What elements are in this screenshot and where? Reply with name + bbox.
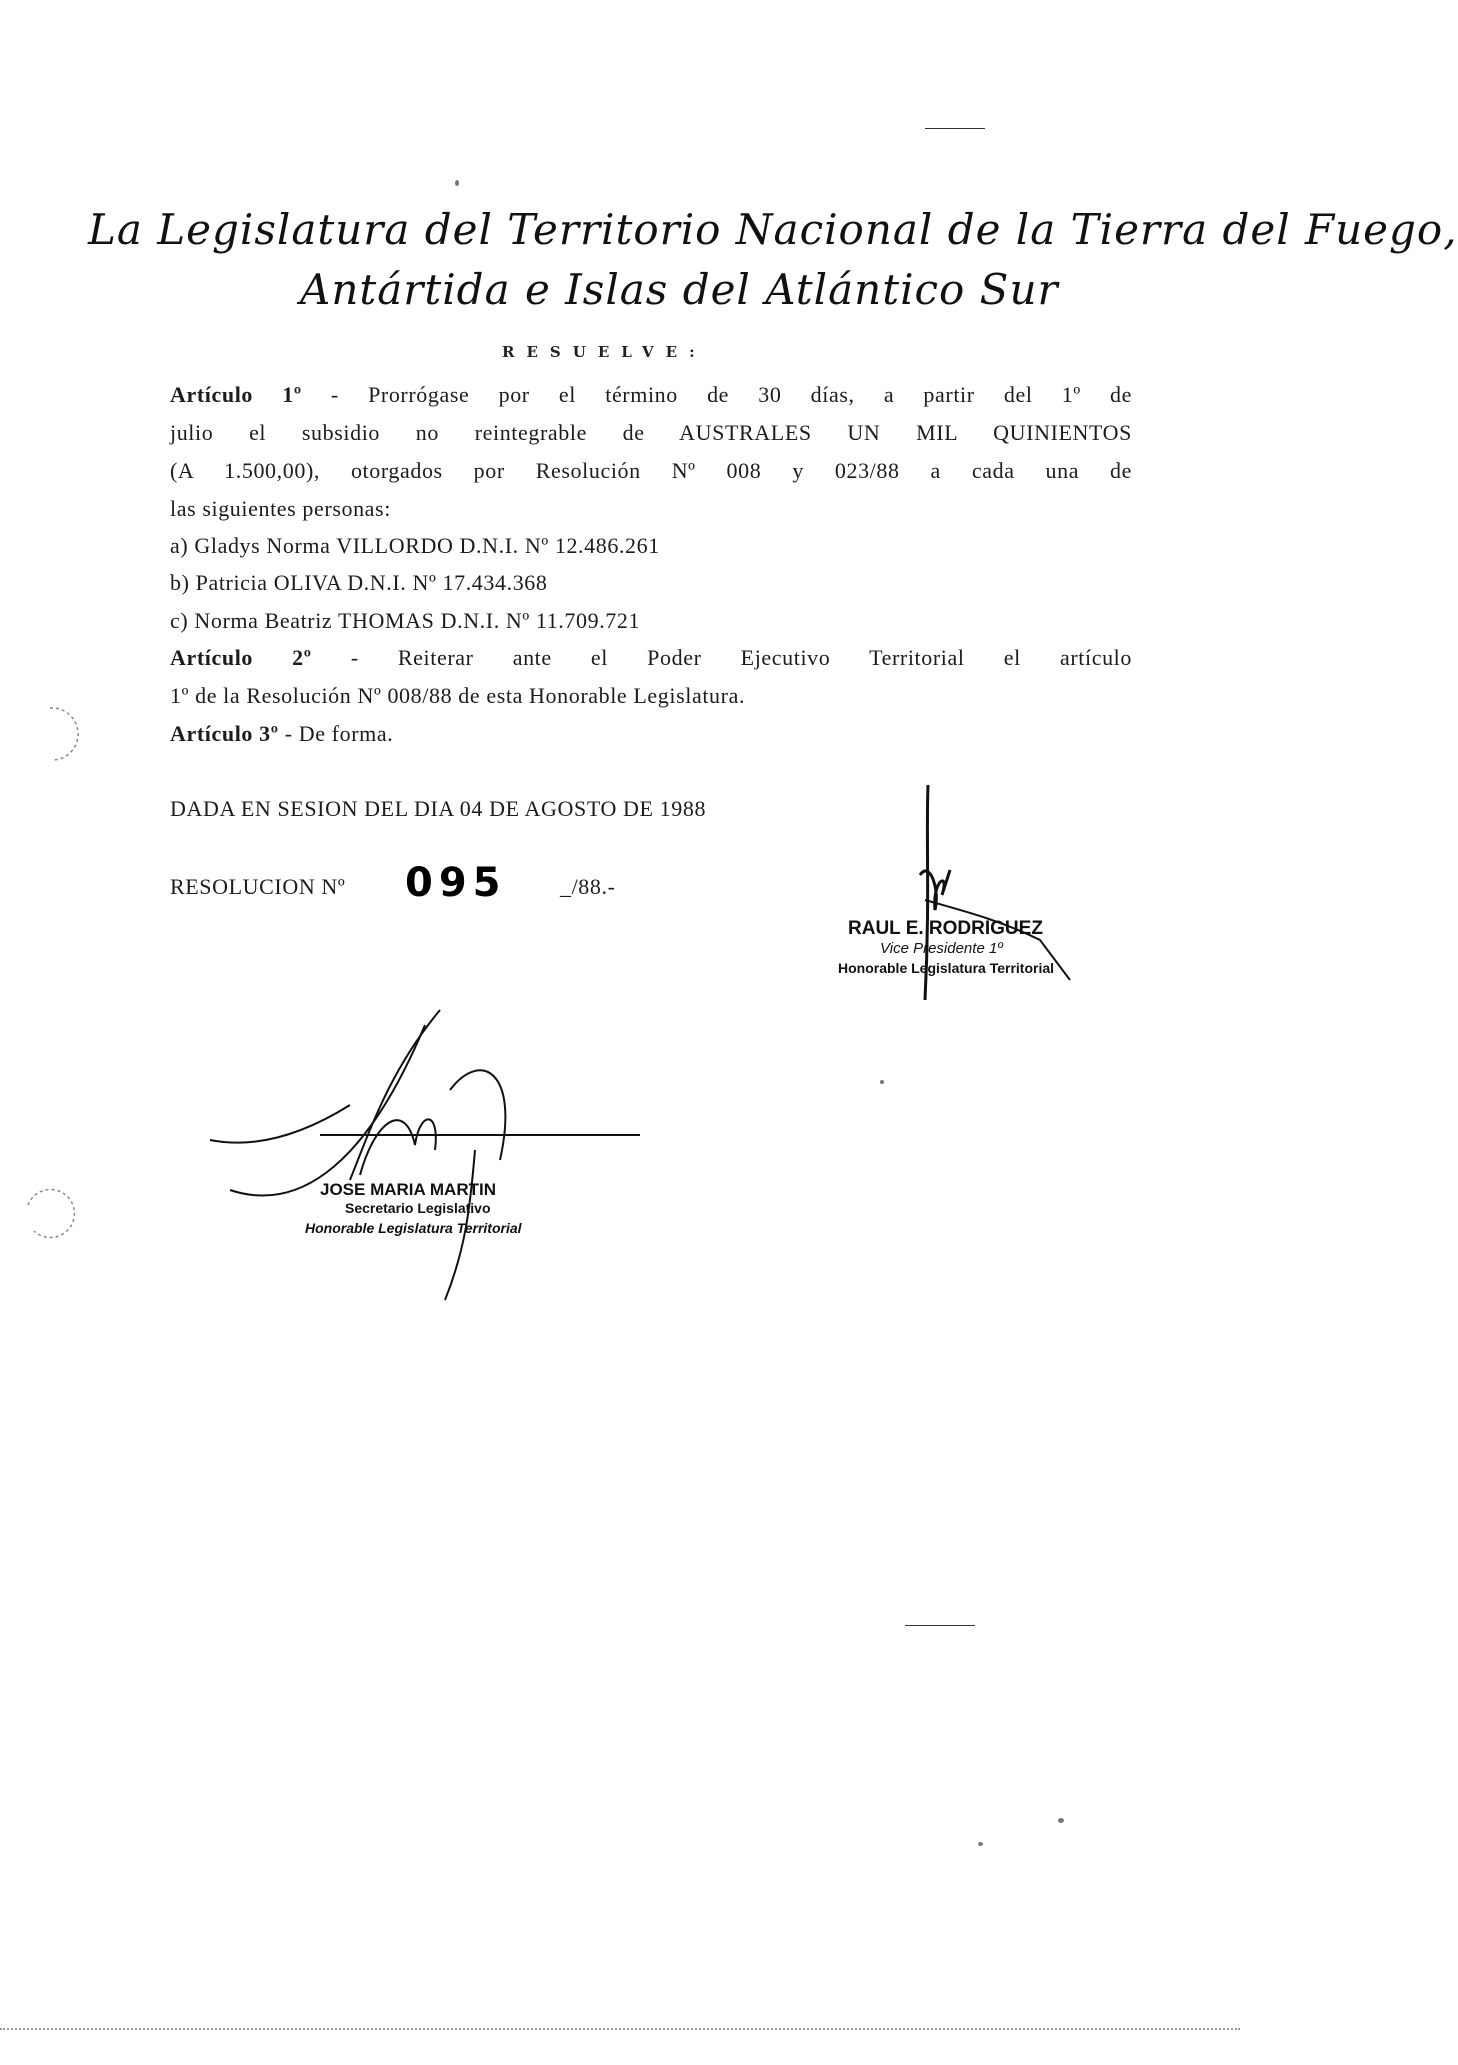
punch-hole-lower [20, 1185, 80, 1245]
signature-right-org: Honorable Legislatura Territorial [838, 960, 1055, 976]
list-item-person-c: c) Norma Beatriz THOMAS D.N.I. Nº 11.709.721 [170, 608, 641, 633]
session-date: DADA EN SESION DEL DIA 04 DE AGOSTO DE 1988 [170, 796, 707, 821]
signature-right-title: Vice Presidente 1º [880, 940, 1003, 957]
article-1-line-3: (A 1.500,00), otorgados por Resolución Nº 008 y 023/88 a cada una de [170, 458, 1132, 483]
resolution-suffix: _/88.- [560, 874, 616, 899]
article-1-label: Artículo 1º [170, 382, 302, 407]
scan-speck [455, 180, 459, 186]
article-1-line-4: las siguientes personas: [170, 496, 391, 521]
resuelve-heading: RESUELVE: [502, 343, 707, 361]
scan-rule [925, 128, 985, 129]
article-1-line-1 [170, 382, 1132, 408]
article-3-label: Artículo 3º [170, 721, 279, 746]
article-3-text: - De forma. [284, 721, 394, 746]
scan-speck [880, 1080, 884, 1084]
article-2-line-1 [170, 645, 1132, 671]
scan-edge-line [0, 2028, 1240, 2030]
article-2-text: - Reiterar ante el Poder Ejecutivo Territorial el artículo [350, 645, 1132, 670]
resolution-label: RESOLUCION Nº [170, 874, 346, 899]
punch-hole-upper [20, 700, 80, 770]
list-item-person-a: a) Gladys Norma VILLORDO D.N.I. Nº 12.486.261 [170, 533, 660, 558]
scan-speck [1058, 1818, 1064, 1823]
signature-right-name: RAUL E. RODRIGUEZ [848, 918, 1043, 939]
article-2-line-2: 1º de la Resolución Nº 008/88 de esta Honorable Legislatura. [170, 683, 746, 708]
article-1-text: - Prorrógase por el término de 30 días, a partir del 1º de [330, 382, 1132, 407]
article-3-line [170, 721, 393, 747]
signature-left-handwritten [200, 1010, 640, 1310]
scan-speck [978, 1842, 983, 1846]
header-line-2: Antártida e Islas del Atlántico Sur [300, 265, 1059, 314]
list-item-person-b: b) Patricia OLIVA D.N.I. Nº 17.434.368 [170, 570, 548, 595]
signature-left-name: JOSE MARIA MARTIN [320, 1180, 496, 1199]
scan-rule [905, 1625, 975, 1626]
header-line-1: La Legislatura del Territorio Nacional de la Tierra del Fuego, [88, 205, 1458, 254]
article-1-line-2: julio el subsidio no reintegrable de AUSTRALES UN MIL QUINIENTOS [170, 420, 1132, 445]
signature-left-title: Secretario Legislativo [345, 1200, 491, 1216]
article-2-label: Artículo 2º [170, 645, 312, 670]
signature-left-org: Honorable Legislatura Territorial [305, 1220, 522, 1236]
resolution-number: 095 [405, 860, 507, 906]
